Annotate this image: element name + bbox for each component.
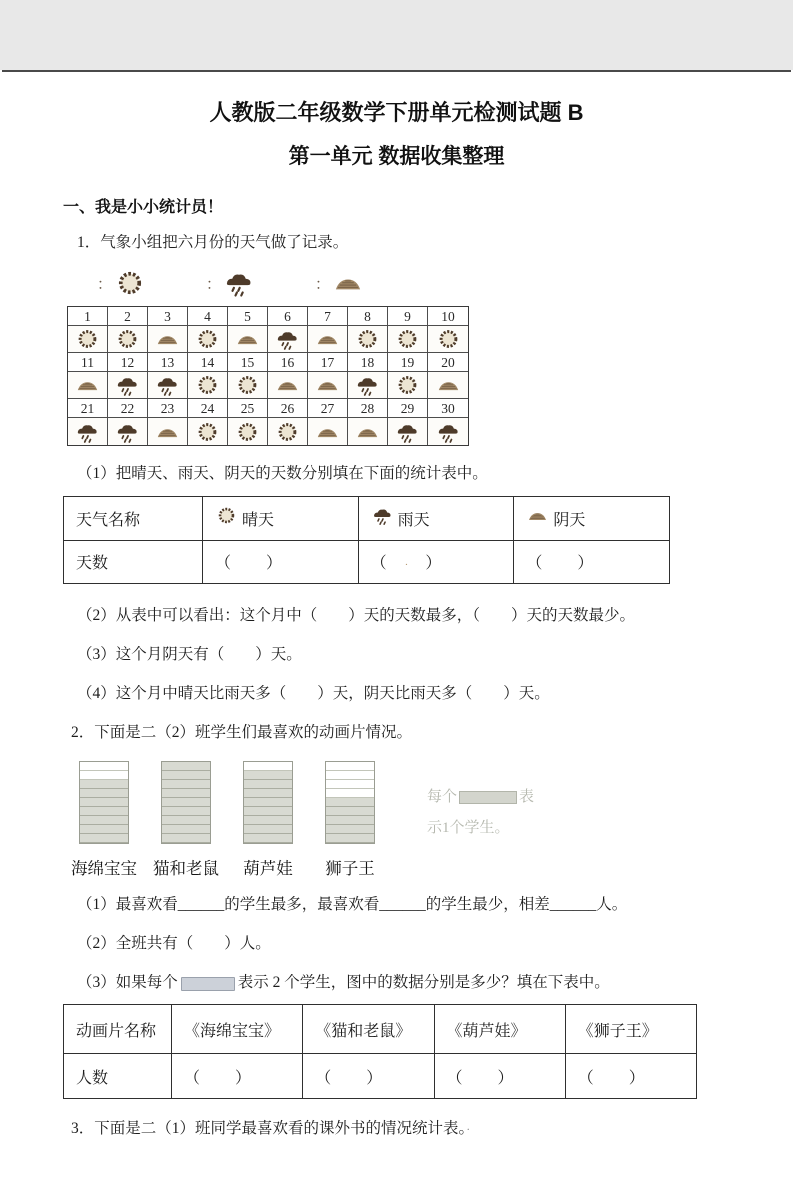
student-unit-cell	[244, 780, 292, 789]
weather-stat-table	[63, 496, 670, 584]
calendar-day-number: 19	[388, 353, 428, 372]
calendar-weather-sun-icon	[228, 372, 268, 399]
legend-rainy	[206, 268, 255, 298]
calendar-day-number: 4	[188, 307, 228, 326]
calendar-day-number: 22	[108, 399, 148, 418]
lion-king-header: 《狮子王》	[565, 1005, 696, 1054]
calendar-day-number: 15	[228, 353, 268, 372]
student-unit-cell	[80, 807, 128, 816]
calendar-day-number: 3	[148, 307, 188, 326]
question-2-1: （1）最喜欢看______的学生最多，最喜欢看______的学生最少，相差______人。	[77, 895, 628, 913]
section-1-heading: 一、我是小小统计员！	[63, 199, 224, 216]
question-1-intro: 1．气象小组把六月份的天气做了记录。	[77, 234, 349, 251]
people-count-label: 人数	[64, 1054, 172, 1099]
student-unit-cell	[326, 798, 374, 807]
bar-label: 海绵宝宝	[71, 858, 137, 878]
bar-label: 狮子王	[325, 858, 375, 878]
cartoon-pictograph	[69, 761, 730, 879]
bar-label: 猫和老鼠	[153, 858, 219, 878]
question-1-2: （2）从表中可以看出：这个月中（ ）天的天数最多，（ ）天的天数最少。	[77, 606, 636, 624]
pictograph-bar	[243, 761, 293, 844]
worksheet-page	[0, 70, 793, 1192]
calendar-weather-sun-icon	[68, 326, 108, 353]
empty-unit-cell	[326, 780, 374, 789]
student-unit-cell	[80, 780, 128, 789]
calendar-day-number: 2	[108, 307, 148, 326]
calendar-weather-rain-icon	[148, 372, 188, 399]
calendar-weather-rain-icon	[68, 418, 108, 445]
overcast-column-header	[514, 496, 670, 540]
sunny-label: 晴天	[242, 511, 275, 529]
student-unit-cell	[162, 816, 210, 825]
student-unit-cell	[162, 825, 210, 834]
calendar-day-number: 16	[268, 353, 308, 372]
calendar-weather-rain-icon	[268, 326, 308, 353]
weather-calendar	[67, 306, 469, 446]
rain-cloud-icon	[371, 505, 394, 531]
student-unit-cell	[162, 780, 210, 789]
student-unit-cell	[162, 798, 210, 807]
legend-colon: ：	[206, 276, 222, 293]
calendar-day-number: 29	[388, 399, 428, 418]
empty-unit-cell	[244, 762, 292, 771]
legend-colon: ：	[97, 276, 113, 293]
student-unit-cell	[326, 825, 374, 834]
student-unit-cell	[244, 816, 292, 825]
rain-cloud-icon	[223, 268, 255, 298]
header-divider	[2, 70, 791, 72]
rainy-label: 雨天	[397, 511, 430, 529]
calendar-day-number: 14	[188, 353, 228, 372]
calendar-weather-cloudy-icon	[148, 418, 188, 445]
table-value-row	[64, 540, 670, 583]
calendar-weather-sun-icon	[188, 418, 228, 445]
cartoon-stat-table	[63, 1004, 697, 1099]
student-unit-cell	[326, 834, 374, 843]
calendar-weather-cloudy-icon	[348, 418, 388, 445]
pictograph-bar-group	[151, 761, 221, 879]
calendar-day-number: 26	[268, 399, 308, 418]
calendar-weather-rain-icon	[348, 372, 388, 399]
pictograph-bar-group	[315, 761, 385, 879]
calendar-weather-cloudy-icon	[428, 372, 468, 399]
question-1-1: （1）把晴天、雨天、阴天的天数分别填在下面的统计表中。	[77, 465, 488, 483]
student-unit-cell	[162, 834, 210, 843]
calendar-day-number: 8	[348, 307, 388, 326]
unit-box-icon	[181, 977, 235, 991]
bar-label: 葫芦娃	[243, 858, 293, 878]
legend-overcast	[315, 268, 364, 298]
overcast-cloud-icon	[332, 268, 364, 298]
calabash-brothers-blank: （ ）	[434, 1054, 565, 1099]
rainy-column-header	[358, 496, 514, 540]
student-unit-cell	[80, 825, 128, 834]
calendar-day-number: 23	[148, 399, 188, 418]
question-3-intro: 3．下面是二（1）班同学最喜欢看的课外书的情况统计表。·	[71, 1120, 471, 1138]
pictograph-bar	[325, 761, 375, 844]
calendar-weather-sun-icon	[188, 372, 228, 399]
calendar-weather-sun-icon	[268, 418, 308, 445]
calendar-day-number: 12	[108, 353, 148, 372]
table-header-row	[64, 496, 670, 540]
calendar-day-number: 20	[428, 353, 468, 372]
calendar-weather-cloudy-icon	[308, 372, 348, 399]
calendar-weather-cloudy-icon	[308, 326, 348, 353]
calendar-weather-cloudy-icon	[268, 372, 308, 399]
empty-unit-cell	[80, 771, 128, 780]
calendar-day-number: 6	[268, 307, 308, 326]
pictograph-legend	[427, 782, 534, 845]
calendar-weather-sun-icon	[188, 326, 228, 353]
calendar-day-number: 13	[148, 353, 188, 372]
calendar-day-number: 17	[308, 353, 348, 372]
unit-box-icon	[459, 791, 517, 804]
student-unit-cell	[326, 816, 374, 825]
cartoon-name-header: 动画片名称	[64, 1005, 172, 1054]
empty-unit-cell	[326, 771, 374, 780]
student-unit-cell	[244, 825, 292, 834]
calendar-weather-sun-icon	[108, 326, 148, 353]
student-unit-cell	[162, 762, 210, 771]
stray-mark: ·	[466, 1122, 471, 1137]
legend-text-line1: 每个 表	[427, 788, 535, 805]
calendar-weather-rain-icon	[108, 372, 148, 399]
student-unit-cell	[80, 816, 128, 825]
pictograph-bar-group	[69, 761, 139, 879]
student-unit-cell	[244, 771, 292, 780]
calendar-weather-cloudy-icon	[308, 418, 348, 445]
calendar-weather-rain-icon	[108, 418, 148, 445]
student-unit-cell	[244, 798, 292, 807]
calendar-weather-sun-icon	[228, 418, 268, 445]
pictograph-bar-group	[233, 761, 303, 879]
calendar-day-number: 9	[388, 307, 428, 326]
student-unit-cell	[244, 834, 292, 843]
table-value-row	[64, 1054, 697, 1099]
student-unit-cell	[162, 771, 210, 780]
calendar-weather-sun-icon	[388, 326, 428, 353]
weather-legend	[97, 268, 730, 298]
lion-king-blank: （ ）	[565, 1054, 696, 1099]
weather-name-header: 天气名称	[64, 496, 203, 540]
calendar-day-number: 1	[68, 307, 108, 326]
pictograph-bar	[161, 761, 211, 844]
spongebob-header: 《海绵宝宝》	[172, 1005, 303, 1054]
calendar-day-number: 7	[308, 307, 348, 326]
sunny-column-header	[203, 496, 359, 540]
calendar-day-number: 30	[428, 399, 468, 418]
student-unit-cell	[80, 798, 128, 807]
days-row-label: 天数	[64, 540, 203, 583]
calendar-weather-rain-icon	[388, 418, 428, 445]
calendar-weather-cloudy-icon	[228, 326, 268, 353]
empty-unit-cell	[80, 762, 128, 771]
spongebob-blank: （ ）	[172, 1054, 303, 1099]
empty-unit-cell	[326, 762, 374, 771]
calendar-weather-sun-icon	[428, 326, 468, 353]
rainy-days-blank: （ · ）	[358, 540, 514, 583]
student-unit-cell	[244, 789, 292, 798]
sun-icon	[215, 505, 238, 531]
sun-icon	[114, 268, 146, 298]
calendar-day-number: 21	[68, 399, 108, 418]
overcast-days-blank: （ ）	[514, 540, 670, 583]
student-unit-cell	[244, 807, 292, 816]
calendar-day-number: 5	[228, 307, 268, 326]
calendar-day-number: 27	[308, 399, 348, 418]
question-1-3: （3）这个月阴天有（ ）天。	[77, 645, 302, 663]
student-unit-cell	[162, 789, 210, 798]
calendar-weather-cloudy-icon	[148, 326, 188, 353]
question-1-4: （4）这个月中晴天比雨天多（ ）天，阴天比雨天多（ ）天。	[77, 685, 550, 703]
legend-sunny	[97, 268, 146, 298]
page-title: 人教版二年级数学下册单元检测试题 B	[209, 100, 584, 125]
sunny-days-blank: （ ）	[203, 540, 359, 583]
calendar-weather-sun-icon	[388, 372, 428, 399]
calendar-weather-sun-icon	[348, 326, 388, 353]
calendar-day-number: 18	[348, 353, 388, 372]
question-2-2: （2）全班共有（ ）人。	[77, 934, 271, 952]
calendar-weather-cloudy-icon	[68, 372, 108, 399]
calendar-day-number: 25	[228, 399, 268, 418]
empty-unit-cell	[326, 789, 374, 798]
student-unit-cell	[162, 807, 210, 816]
calendar-day-number: 24	[188, 399, 228, 418]
legend-colon: ：	[315, 276, 331, 293]
tom-and-jerry-header: 《猫和老鼠》	[303, 1005, 434, 1054]
calendar-weather-rain-icon	[428, 418, 468, 445]
tom-and-jerry-blank: （ ）	[303, 1054, 434, 1099]
legend-text-line2: 示1个学生。	[427, 820, 510, 837]
student-unit-cell	[326, 807, 374, 816]
calendar-day-number: 28	[348, 399, 388, 418]
student-unit-cell	[80, 834, 128, 843]
overcast-cloud-icon	[526, 505, 549, 531]
overcast-label: 阴天	[553, 511, 586, 529]
page-subtitle: 第一单元 数据收集整理	[288, 145, 505, 168]
question-2-3: （3）如果每个 表示 2 个学生，图中的数据分别是多少？填在下表中。	[77, 974, 610, 992]
question-2-intro: 2．下面是二（2）班学生们最喜欢的动画片情况。	[71, 724, 413, 742]
pictograph-bar	[79, 761, 129, 844]
calendar-day-number: 11	[68, 353, 108, 372]
table-header-row	[64, 1005, 697, 1054]
calendar-day-number: 10	[428, 307, 468, 326]
calabash-brothers-header: 《葫芦娃》	[434, 1005, 565, 1054]
student-unit-cell	[80, 789, 128, 798]
